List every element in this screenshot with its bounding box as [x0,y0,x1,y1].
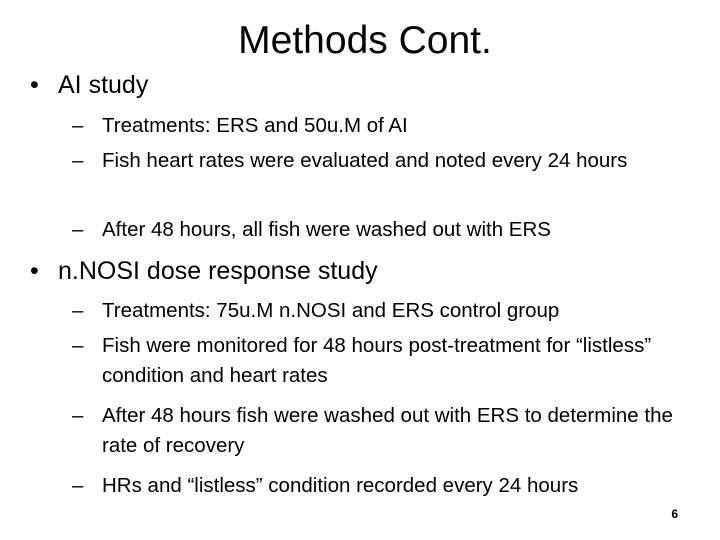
sub-bullet-text: HRs and “listless” condition recorded every 24 hours [102,474,579,497]
dash-icon: – [72,218,84,241]
sub-bullet [72,215,682,245]
sub-bullet-text: Fish heart rates were evaluated and noted every 24 hours [102,149,628,172]
bullet-heading: n.NOSI dose response study [58,257,378,285]
page-number: 6 [671,507,678,521]
bullet-icon: • [30,71,39,99]
dash-icon: – [72,404,84,427]
dash-icon: – [72,114,84,137]
sub-bullet [72,296,682,326]
bullet-heading: AI study [58,71,149,99]
sub-bullet-text: Fish were monitored for 48 hours post-treatment for “listless” condition and heart rates [102,334,652,387]
sub-bullet-text: Treatments: ERS and 50u.M of AI [102,114,408,137]
dash-icon: – [72,474,84,497]
bullet-nnosi-study [30,256,378,286]
dash-icon: – [72,299,84,322]
sub-bullet [72,331,682,391]
sub-bullet [72,111,682,141]
sub-bullet [72,471,682,501]
dash-icon: – [72,334,84,357]
dash-icon: – [72,149,84,172]
sub-bullet [72,401,682,461]
sub-bullet [72,146,682,176]
sub-bullet-text: After 48 hours fish were washed out with ERS to determine the rate of recovery [102,404,673,457]
sub-bullet-text: After 48 hours, all fish were washed out with ERS [102,218,551,241]
bullet-ai-study [30,70,148,100]
bullet-icon: • [30,257,39,285]
sub-bullet-text: Treatments: 75u.M n.NOSI and ERS control group [102,299,560,322]
slide-title: Methods Cont. [238,19,492,62]
